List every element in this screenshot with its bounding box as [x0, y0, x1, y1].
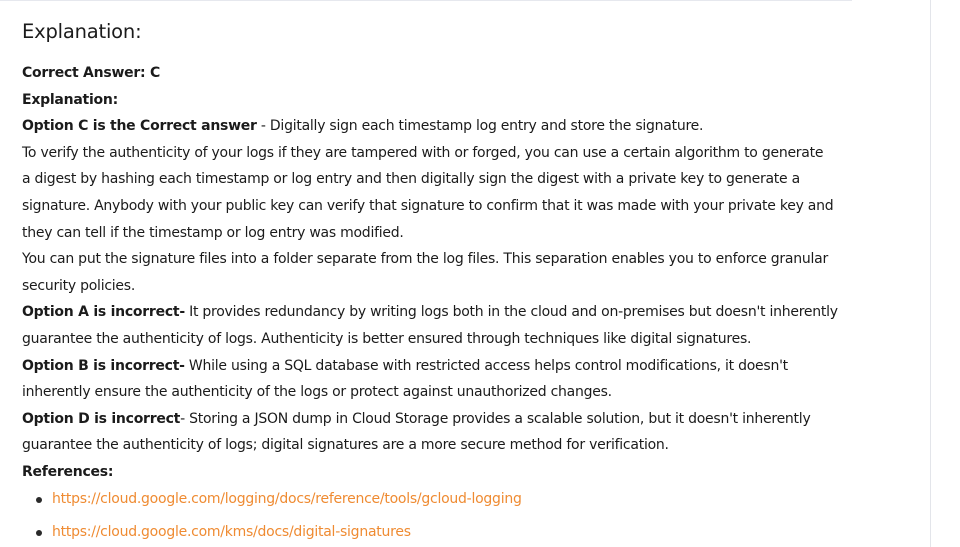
explanation-body	[22, 60, 862, 486]
correct-answer: Correct Answer: C	[22, 65, 161, 81]
references-label: References:	[22, 463, 114, 480]
reference-link-gcloud-logging[interactable]: https://cloud.google.com/logging/docs/reference/tools/gcloud-logging	[52, 490, 522, 507]
explanation-panel	[22, 17, 862, 547]
option-d-label: Option D is incorrect	[22, 410, 181, 427]
paragraph-1-line-1: To verify the authenticity of your logs if they are tampered with or forged, you can use a certain algorithm to generate	[22, 144, 824, 161]
option-d-line-2: guarantee the authenticity of logs; digital signatures are a more secure method for verification.	[22, 437, 669, 454]
section-title: Explanation:	[22, 20, 142, 43]
reference-link-digital-signatures[interactable]: https://cloud.google.com/kms/docs/digital-signatures	[52, 524, 411, 541]
references-list	[22, 486, 862, 546]
bullet-icon	[36, 497, 42, 503]
option-b-label: Option B is incorrect-	[22, 357, 185, 374]
paragraph-1-line-2: a digest by hashing each timestamp or log entry and then digitally sign the digest with a private key to generate a	[22, 171, 800, 188]
option-a-label: Option A is incorrect-	[22, 304, 185, 321]
option-b-line-1	[22, 353, 862, 380]
reference-item	[22, 486, 862, 513]
option-a-text-1: It provides redundancy by writing logs both in the cloud and on-premises but doesn't inherently	[184, 304, 838, 321]
explanation-label: Explanation:	[22, 91, 118, 108]
option-d-line-1	[22, 406, 862, 433]
paragraph-1-line-4: they can tell if the timestamp or log entry was modified.	[22, 224, 404, 241]
reference-item	[22, 519, 862, 546]
paragraph-1-line-3: signature. Anybody with your public key can verify that signature to confirm that it was made with your private key and	[22, 197, 834, 214]
top-divider	[0, 0, 852, 1]
option-a-line-2: guarantee the authenticity of logs. Authenticity is better ensured through techniques like digital signatures.	[22, 330, 752, 347]
option-c-label: Option C is the Correct answer	[22, 118, 257, 135]
paragraph-2-line-2: security policies.	[22, 277, 136, 294]
right-divider	[930, 0, 931, 547]
option-c-text: - Digitally sign each timestamp log entry and store the signature.	[256, 118, 704, 135]
bullet-icon	[36, 530, 42, 536]
option-b-line-2: inherently ensure the authenticity of the logs or protect against unauthorized changes.	[22, 384, 612, 401]
option-c-line	[22, 113, 862, 140]
option-d-text-1: - Storing a JSON dump in Cloud Storage provides a scalable solution, but it doesn't inherently	[180, 410, 811, 427]
paragraph-2-line-1: You can put the signature files into a folder separate from the log files. This separation enables you to enforce granular	[22, 251, 828, 268]
option-a-line-1	[22, 299, 862, 326]
option-b-text-1: While using a SQL database with restricted access helps control modifications, it doesn't	[184, 357, 788, 374]
